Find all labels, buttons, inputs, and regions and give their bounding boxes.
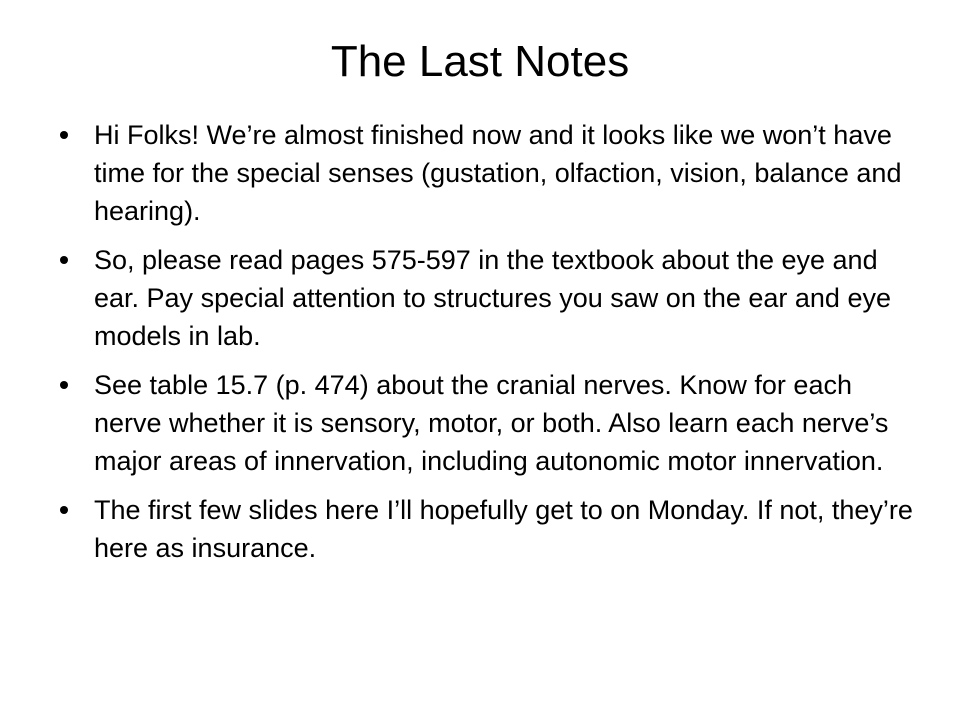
bullet-icon xyxy=(60,256,68,264)
bullet-text: So, please read pages 575-597 in the textbook about the eye and ear. Pay special attention to structures you saw on the ear and eye models in lab. xyxy=(94,245,891,351)
bullet-item xyxy=(58,116,918,230)
bullet-item xyxy=(58,491,918,567)
bullet-text: Hi Folks! We’re almost finished now and it looks like we won’t have time for the special senses (gustation, olfaction, vision, balance and hearing). xyxy=(94,120,902,226)
bullet-list xyxy=(58,116,918,578)
bullet-item xyxy=(58,366,918,480)
bullet-text: The first few slides here I’ll hopefully get to on Monday. If not, they’re here as insurance. xyxy=(94,495,913,563)
bullet-icon xyxy=(60,381,68,389)
bullet-icon xyxy=(60,131,68,139)
bullet-item xyxy=(58,241,918,355)
bullet-text: See table 15.7 (p. 474) about the cranial nerves. Know for each nerve whether it is sensory, motor, or both. Also learn each nerve’s major areas of innervation, including autonomic motor innervation. xyxy=(94,370,889,476)
bullet-icon xyxy=(60,506,68,514)
slide-title: The Last Notes xyxy=(330,37,630,86)
